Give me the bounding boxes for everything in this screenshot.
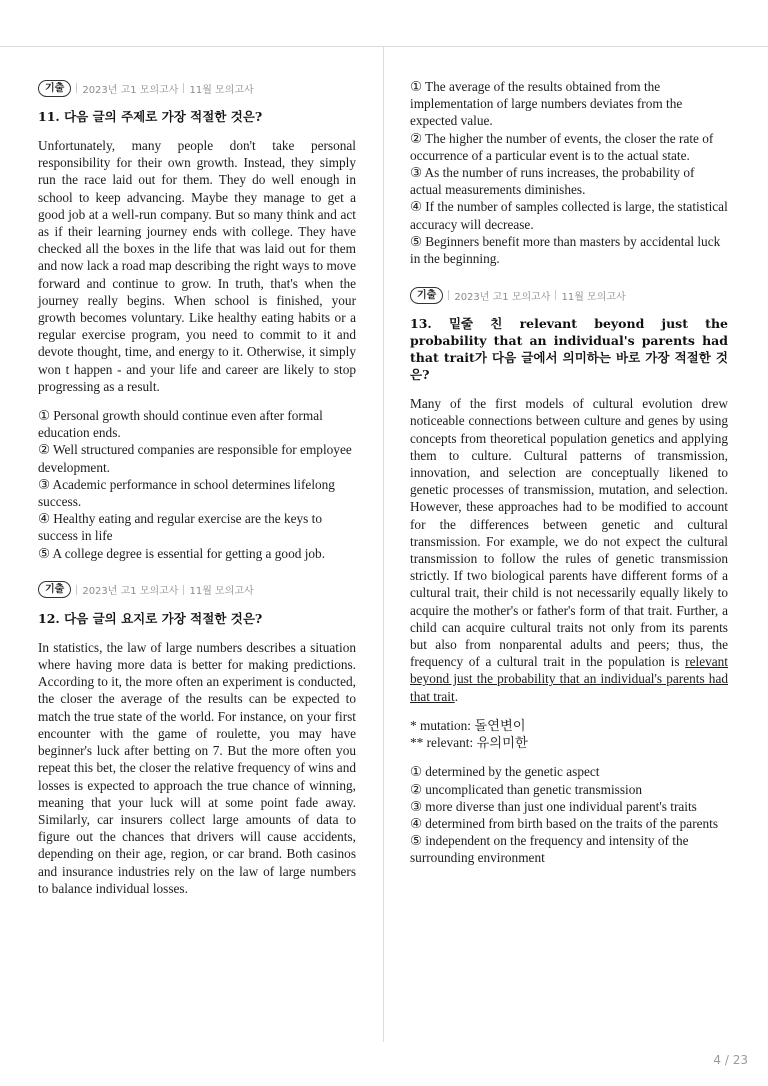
q13-passage-text: Many of the first models of cultural evolution drew noticeable connections between culture and genes by using concepts from theoretical population genetics and applying them to culture. Cultural patterns of transmission, innovation, and selection are conceptually likened to genetic processes of transmission, mutation, and selection. However, these approaches had to be modified to account for the differences between genetic and cultural transmission. For example, we do not expect the cultural transmission to follow the rules of genetic transmission strictly. If two biological parents have different forms of a cultural trait, their child is not necessarily equally likely to acquire the mother's or father's form of that trait. Further, a child can acquire cultural traits not only from its parents but also from nonparental adults and peers; thus, the frequency of a cultural trait in the population is: [410, 396, 728, 670]
separator: [183, 83, 184, 93]
q13-option-2[interactable]: ② uncomplicated than genetic transmission: [410, 781, 643, 797]
q11-source: 2023년 고1 모의고사: [82, 84, 179, 96]
left-column: [38, 78, 356, 909]
q13-note-1: * mutation: 돌연변이: [410, 717, 526, 733]
right-column: [410, 78, 728, 885]
q11-month: 11월 모의고사: [189, 84, 254, 96]
q12-options: [410, 78, 728, 267]
separator: [555, 290, 556, 300]
q11-options: [38, 407, 356, 562]
q12-month: 11월 모의고사: [189, 586, 254, 598]
q12-option-5[interactable]: ⑤ Beginners benefit more than masters by accidental luck in the beginning.: [410, 233, 721, 267]
page-number: 4 / 23: [713, 1053, 748, 1067]
q11-option-4[interactable]: ④ Healthy eating and regular exercise are the keys to success in life: [38, 511, 323, 544]
q11-option-3[interactable]: ③ Academic performance in school determines lifelong success.: [38, 476, 335, 510]
q11-passage: Unfortunately, many people don't take personal responsibility for their own growth. Instead, they simply run the race laid out for them. They do well enough in school to keep advancing. Maybe they manage to get a good job at a well-run company. But so many think and act as if their learning journey ends with college. They have checked all the boxes in the life that was laid out for them and now lack a road map describing the right ways to move forward and continue to grow. In truth, that's when the journey really begins. When school is finished, your growth becomes voluntary. Like healthy eating habits or a regular exercise program, you need to commit to it and devote thought, time, and energy to it. Otherwise, it simply won t happen - and your life and career are likely to stop progressing as a result.: [38, 138, 356, 394]
q12-badge: 기출: [38, 581, 71, 598]
q13-option-5[interactable]: ⑤ independent on the frequency and intensity of the surrounding environment: [410, 833, 689, 866]
q11-badge: 기출: [38, 80, 71, 97]
q13-options: [410, 763, 728, 866]
q12-option-3[interactable]: ③ As the number of runs increases, the probability of actual measurements diminishes.: [410, 165, 695, 198]
q13-option-3[interactable]: ③ more diverse than just one individual parent's traits: [410, 798, 697, 814]
q12-source: 2023년 고1 모의고사: [82, 586, 179, 598]
separator: [76, 83, 77, 93]
q12-option-1[interactable]: ① The average of the results obtained from the implementation of large numbers deviates from the expected value.: [410, 79, 683, 129]
q13-option-1[interactable]: ① determined by the genetic aspect: [410, 764, 600, 780]
q13-month: 11월 모의고사: [561, 291, 626, 303]
q11-option-1[interactable]: ① Personal growth should continue even after formal education ends.: [38, 408, 323, 441]
q12-title: 12. 다음 글의 요지로 가장 적절한 것은?: [38, 610, 263, 626]
q11-option-2[interactable]: ② Well structured companies are responsible for employee development.: [38, 442, 352, 475]
q13-passage: [410, 395, 728, 705]
q13-badge: 기출: [410, 287, 443, 304]
column-divider: [383, 47, 384, 1042]
q11-option-5[interactable]: ⑤ A college degree is essential for getting a good job.: [38, 545, 326, 561]
q13-notes: [410, 717, 728, 751]
q12-source-row: [38, 580, 356, 600]
q12-passage: In statistics, the law of large numbers describes a situation where having more data is better for making predictions. According to it, the more often an experiment is conducted, the closer the average of the results can be expected to match the true state of the world. For instance, on your first encounter with the game of roulette, you may have beginner's luck after betting on 7. But the more often you repeat this bet, the closer the relative frequency of wins and losses is expected to approach the true chance of winning, meaning that your luck will at some point fade away. Similarly, car insurers collect large amounts of data to figure out the chances that drivers will cause accidents, depending on their age, region, or car brand. Both casinos and insurance industries rely on the law of large numbers to balance individual losses.: [38, 639, 356, 896]
q12-option-2[interactable]: ② The higher the number of events, the closer the rate of occurrence of a particular event is to the actual state.: [410, 130, 714, 163]
separator: [183, 585, 184, 595]
separator: [76, 585, 77, 595]
q13-source-row: [410, 285, 728, 305]
separator: [448, 290, 449, 300]
q13-note-2: ** relevant: 유의미한: [410, 735, 528, 751]
q13-option-4[interactable]: ④ determined from birth based on the traits of the parents: [410, 815, 719, 831]
q12-option-4[interactable]: ④ If the number of samples collected is large, the statistical accuracy will decrease.: [410, 199, 728, 232]
q11-title: 11. 다음 글의 주제로 가장 적절한 것은?: [38, 109, 263, 124]
q11-source-row: [38, 78, 356, 98]
header-rule: [0, 46, 768, 47]
q13-source: 2023년 고1 모의고사: [454, 291, 551, 303]
q13-passage-end: .: [454, 688, 459, 704]
q13-title: 13. 밑줄 친 relevant beyond just the probability that an individual's parents had that trait가 다음 글에서 의미하는 바로 가장 적절한 것은?: [410, 316, 728, 383]
q13-underlined-phrase: relevant beyond just the probability that an individual's parents had that trait: [410, 654, 728, 704]
